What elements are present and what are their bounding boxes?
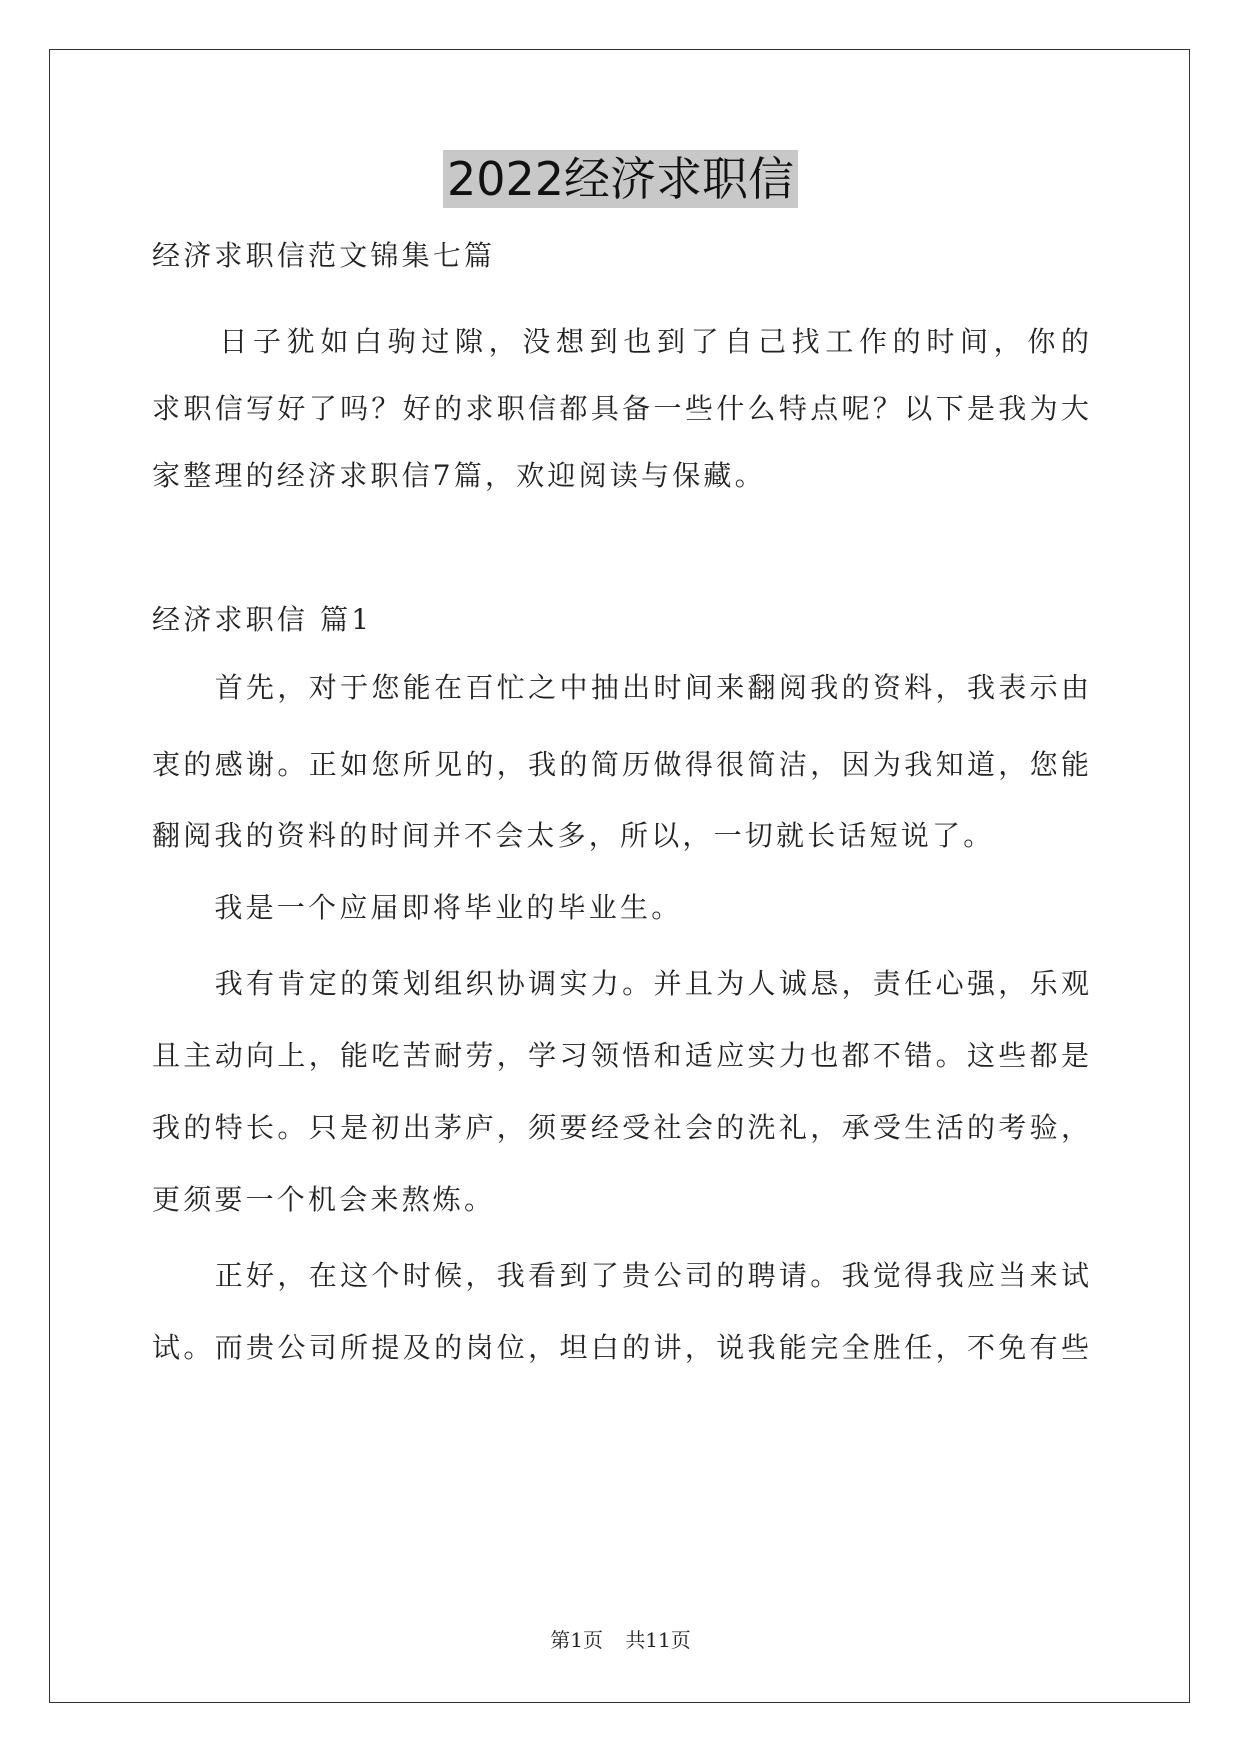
body-line: 试。而贵公司所提及的岗位，坦白的讲，说我能完全胜任，不免有些: [152, 1331, 1089, 1364]
title-container: [0, 150, 1241, 208]
body-line: 求职信写好了吗？好的求职信都具备一些什么特点呢？以下是我为大: [152, 392, 1089, 425]
body-line: 且主动向上，能吃苦耐劳，学习领悟和适应实力也都不错。这些都是: [152, 1039, 1089, 1072]
page-total: 共11页: [625, 1628, 691, 1652]
document-subtitle: 经济求职信范文锦集七篇: [152, 239, 496, 272]
body-line: 首先，对于您能在百忙之中抽出时间来翻阅我的资料，我表示由: [152, 671, 1089, 704]
page-footer: [0, 1628, 1241, 1652]
body-line: 日子犹如白驹过隙，没想到也到了自己找工作的时间，你的: [152, 325, 1089, 358]
section-heading: 经济求职信 篇1: [152, 603, 373, 636]
page-number: 第1页: [550, 1628, 603, 1652]
body-line: 我有肯定的策划组织协调实力。并且为人诚恳，责任心强，乐观: [152, 967, 1089, 1000]
body-line: 更须要一个机会来熬炼。: [152, 1183, 496, 1216]
body-line: 家整理的经济求职信7篇，欢迎阅读与保藏。: [152, 459, 766, 492]
body-line: 我的特长。只是初出茅庐，须要经受社会的洗礼，承受生活的考验，: [152, 1111, 1089, 1144]
document-title: 2022经济求职信: [443, 150, 798, 208]
body-line: 衷的感谢。正如您所见的，我的简历做得很简洁，因为我知道，您能: [152, 748, 1089, 781]
body-line: 正好，在这个时候，我看到了贵公司的聘请。我觉得我应当来试: [152, 1259, 1089, 1292]
page-border: [49, 49, 1190, 1703]
body-line: 翻阅我的资料的时间并不会太多，所以，一切就长话短说了。: [152, 819, 995, 852]
body-line: 我是一个应届即将毕业的毕业生。: [152, 891, 683, 924]
